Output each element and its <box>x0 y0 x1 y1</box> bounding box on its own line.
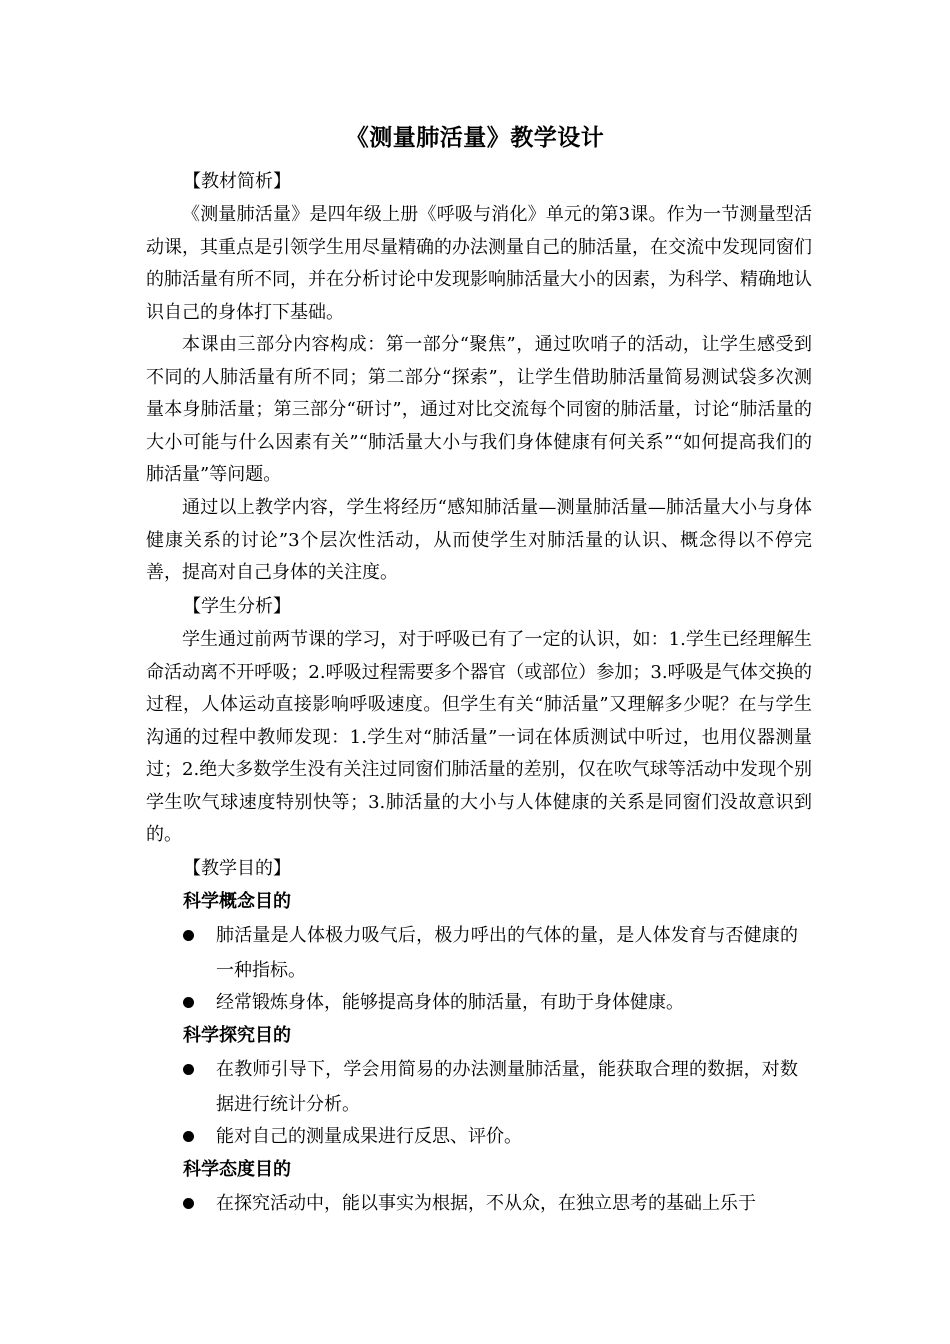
concept-goal-text-1: 肺活量是人体极力吸气后，极力呼出的气体的量，是人体发育与否健康的一种指标。 <box>216 925 798 981</box>
inquiry-goal-text-2: 能对自己的测量成果进行反思、评价。 <box>216 1126 522 1147</box>
bullet-icon <box>183 930 194 941</box>
concept-goal-text-2: 经常锻炼身体，能够提高身体的肺活量，有助于身体健康。 <box>216 992 684 1013</box>
section-heading-students: 【学生分析】 <box>183 596 291 617</box>
goal-subheading-concept: 科学概念目的 <box>183 891 291 912</box>
attitude-goal-item-1 <box>183 1186 798 1221</box>
material-paragraph-2: 本课由三部分内容构成：第一部分“聚焦”，通过吹哨子的活动，让学生感受到不同的人肺活量有所不同；第二部分“探索”，让学生借助肺活量简易测试袋多次测量本身肺活量；第三部分“研讨”，通过对比交流每个同窗的肺活量，讨论“肺活量的大小可能与什么因素有关”“肺活量大小与我们身体健康有何关系”“如何提高我们的肺活量”等问题。 <box>146 334 812 485</box>
goal-subheading-inquiry: 科学探究目的 <box>183 1025 291 1046</box>
section-heading-material: 【教材简析】 <box>183 171 291 192</box>
inquiry-goal-item-2 <box>183 1119 798 1154</box>
material-paragraph-1: 《测量肺活量》是四年级上册《呼吸与消化》单元的第3课。作为一节测量型活动课，其重点是引领学生用尽量精确的办法测量自己的肺活量，在交流中发现同窗们的肺活量有所不同，并在分析讨论中发现影响肺活量大小的因素，为科学、精确地认识自己的身体打下基础。 <box>146 204 812 323</box>
bullet-icon <box>183 1198 194 1209</box>
bullet-icon <box>183 1131 194 1142</box>
section-heading-goals: 【教学目的】 <box>183 858 291 879</box>
inquiry-goal-text-1: 在教师引导下，学会用简易的办法测量肺活量，能获取合理的数据，对数据进行统计分析。 <box>216 1059 798 1115</box>
goal-subheading-attitude: 科学态度目的 <box>183 1159 291 1180</box>
attitude-goal-text-1: 在探究活动中，能以事实为根据，不从众，在独立思考的基础上乐于 <box>216 1193 756 1214</box>
material-paragraph-3: 通过以上教学内容，学生将经历“感知肺活量—测量肺活量—肺活量大小与身体健康关系的讨论”3个层次性活动，从而使学生对肺活量的认识、概念得以不停完善，提高对自己身体的关注度。 <box>146 497 812 583</box>
concept-goal-item-1 <box>183 918 798 988</box>
bullet-icon <box>183 1064 194 1075</box>
document-title: 《测量肺活量》教学设计 <box>345 125 605 151</box>
concept-goal-item-2 <box>183 985 798 1020</box>
bullet-icon <box>183 997 194 1008</box>
students-paragraph-1: 学生通过前两节课的学习，对于呼吸已有了一定的认识，如：1.学生已经理解生命活动离不开呼吸；2.呼吸过程需要多个器官（或部位）参加；3.呼吸是气体交换的过程，人体运动直接影响呼吸速度。但学生有关“肺活量”又理解多少呢？在与学生沟通的过程中教师发现：1.学生对“肺活量”一词在体质测试中听过，也用仪器测量过；2.绝大多数学生没有关注过同窗们肺活量的差别，仅在吹气球等活动中发现个别学生吹气球速度特别快等；3.肺活量的大小与人体健康的关系是同窗们没故意识到的。 <box>146 629 812 845</box>
inquiry-goal-item-1 <box>183 1052 798 1122</box>
